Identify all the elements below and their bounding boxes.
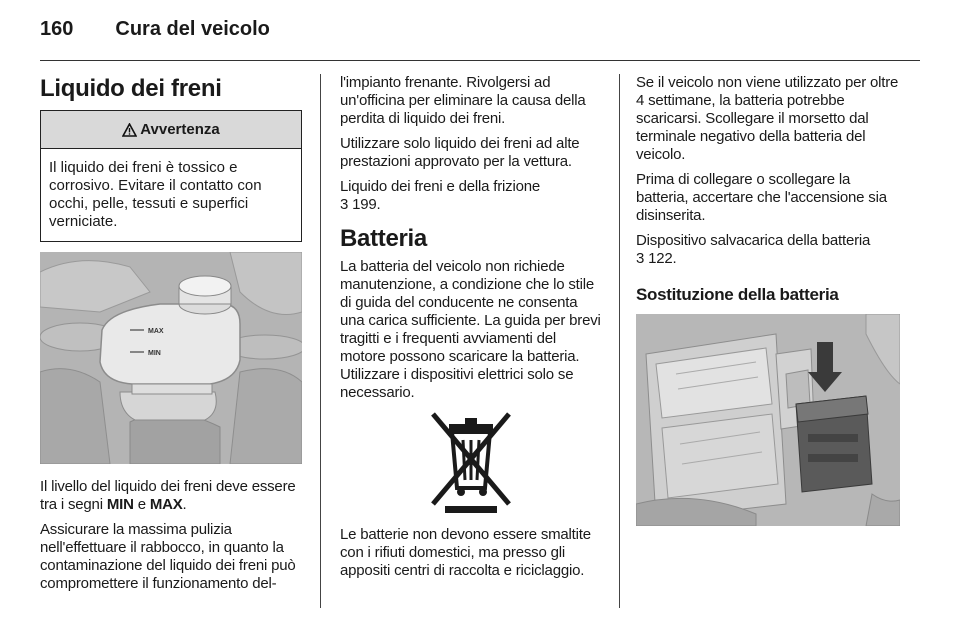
- chapter-title: Cura del veicolo: [115, 18, 270, 40]
- approved-fluid-paragraph: Utilizzare solo liquido dei freni ad alte prestazioni approvato per la vettura.: [340, 135, 580, 170]
- column-divider: [619, 74, 620, 608]
- min-mark-label: MIN: [148, 350, 161, 357]
- warning-box: [40, 110, 302, 242]
- section-title-battery: Batteria: [340, 225, 427, 252]
- battery-paragraph: La batteria del veicolo non richiede manutenzione, a condizione che lo stile di guida del conducente ne consenta una carica sufficiente. La guida per brevi tragitti e i frequenti avviamenti del motore possono scaricare la batteria. Utilizzare i dispositivi elettrici solo se necessario.: [340, 258, 601, 401]
- storage-paragraph: Se il veicolo non viene utilizzato per oltre 4 settimane, la batteria potrebbe scaricarsi. Scollegare il morsetto dal terminale negativo della batteria del veicolo.: [636, 74, 899, 163]
- warning-icon: [122, 123, 137, 137]
- page-header: [40, 18, 270, 52]
- section-title-brake-fluid: Liquido dei freni: [40, 75, 222, 102]
- page-number: 160: [40, 18, 74, 40]
- subsection-title-battery-replacement: Sostituzione della batteria: [636, 285, 839, 304]
- warning-heading-text: Avvertenza: [140, 121, 220, 138]
- warning-text: Il liquido dei freni è tossico e corrosivo. Evitare il contatto con occhi, pelle, tessuti e superfici verniciate.: [49, 159, 262, 230]
- column-divider: [320, 74, 321, 608]
- page-reference-link[interactable]: 3 199.: [340, 196, 381, 213]
- battery-saver-reference: Dispositivo salvacarica della batteria 3 122.: [636, 232, 871, 267]
- battery-location-image: [636, 314, 900, 526]
- brake-system-paragraph: l'impianto frenante. Rivolgersi ad un'officina per eliminare la causa della perdita di liquido dei freni.: [340, 74, 586, 127]
- page-reference-link[interactable]: 3 122.: [636, 250, 677, 267]
- cleanliness-paragraph: Assicurare la massima pulizia nell'effettuare il rabbocco, in quanto la contaminazione del liquido dei freni può compromettere il funzionamento del-: [40, 521, 296, 592]
- disposal-paragraph: Le batterie non devono essere smaltite con i rifiuti domestici, ma presso gli appositi centri di raccolta e riciclaggio.: [340, 526, 591, 579]
- column-3: [636, 74, 902, 526]
- warning-heading: [41, 111, 301, 149]
- crossed-out-bin-icon: [427, 410, 515, 514]
- fluid-reference: Liquido dei freni e della frizione 3 199.: [340, 178, 540, 213]
- column-2: [340, 74, 602, 587]
- brake-fluid-reservoir-image: [40, 252, 302, 464]
- header-rule: [40, 60, 920, 61]
- column-1: [40, 74, 302, 600]
- ignition-paragraph: Prima di collegare o scollegare la batteria, accertare che l'accensione sia disinserita.: [636, 171, 887, 224]
- level-paragraph: Il livello del liquido dei freni deve essere tra i segni MIN e MAX.: [40, 478, 296, 513]
- max-mark-label: MAX: [148, 328, 164, 335]
